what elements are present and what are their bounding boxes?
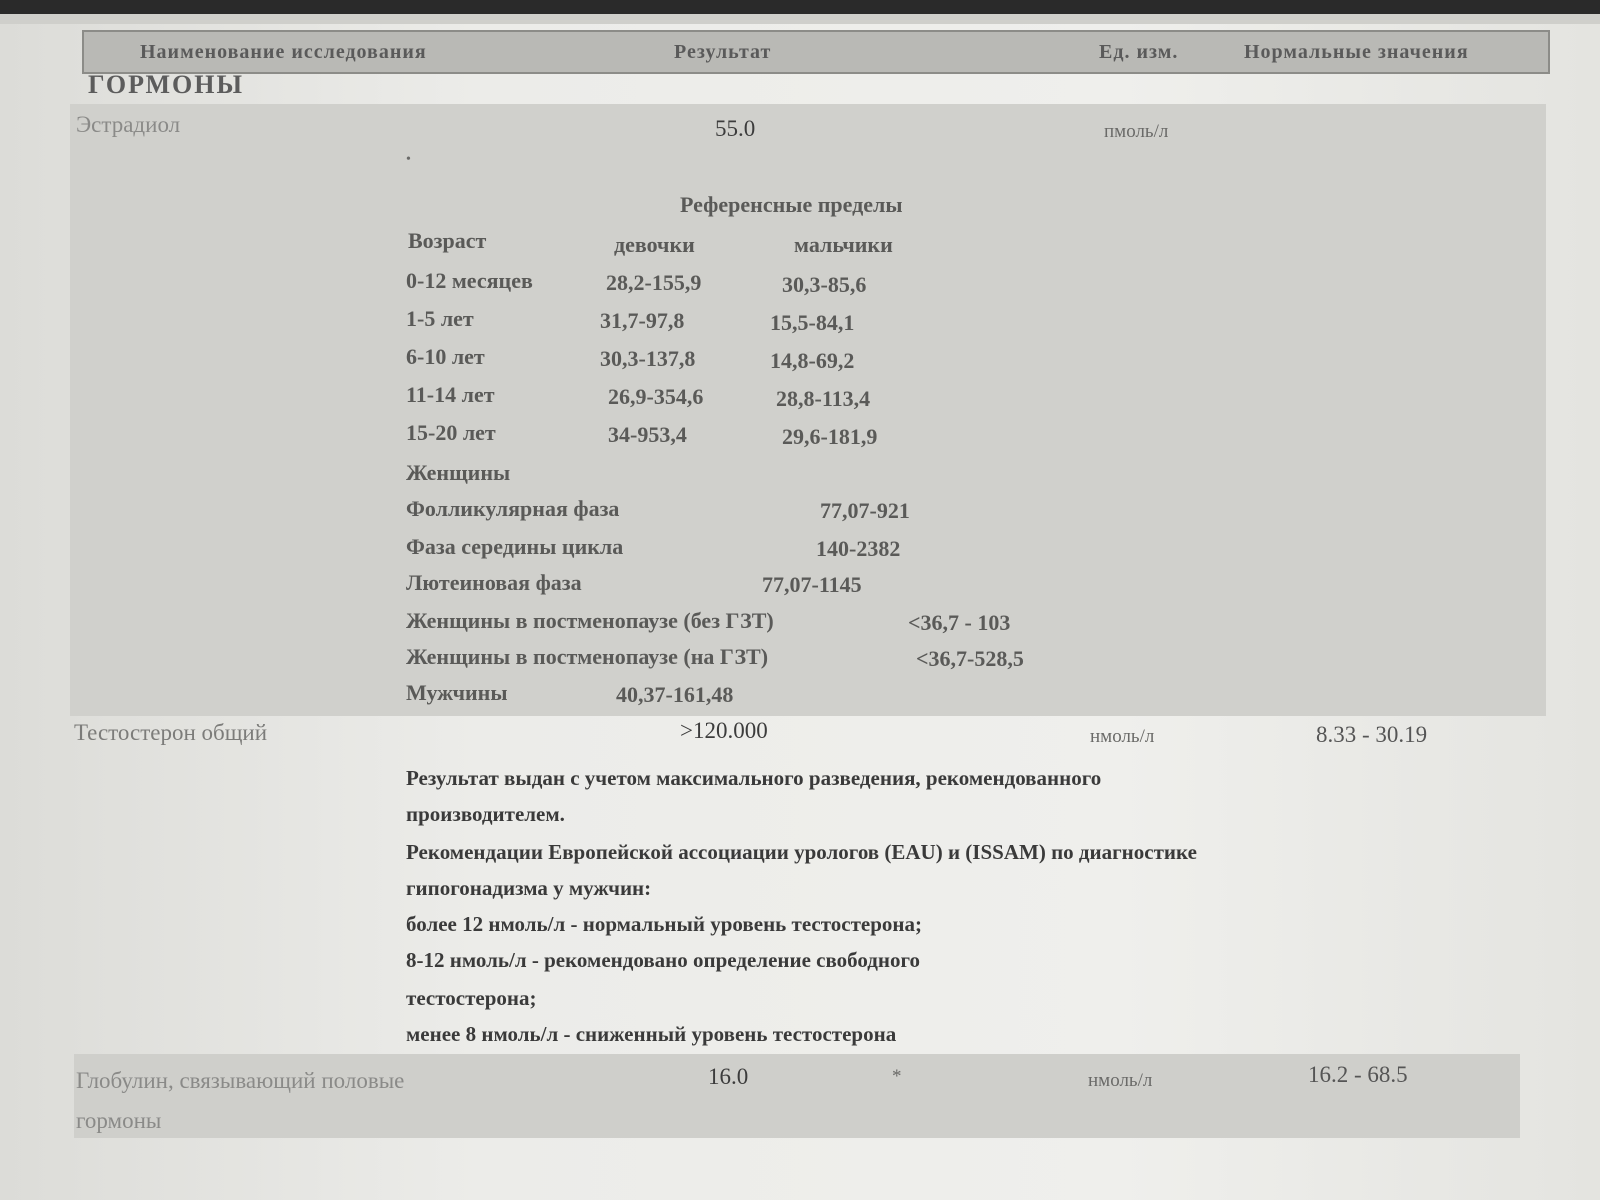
ref-col-age: Возраст <box>408 228 487 253</box>
shbg-row-band <box>74 1054 1520 1138</box>
estradiol-unit: пмоль/л <box>1104 121 1169 142</box>
phase-label: Женщины в постменопаузе (на ГЗТ) <box>406 644 769 669</box>
ref-row-boys: 14,8-69,2 <box>770 348 855 373</box>
phase-value: <36,7 - 103 <box>908 610 1011 635</box>
shbg-value: 16.0 <box>708 1064 749 1089</box>
shbg-flag: * <box>892 1066 902 1087</box>
ref-row-age: 6-10 лет <box>406 344 485 369</box>
shbg-name: Глобулин, связывающий половые <box>76 1068 405 1093</box>
phase-label: Женщины в постменопаузе (без ГЗТ) <box>406 608 774 633</box>
estradiol-name: Эстрадиол <box>76 112 181 137</box>
ref-row-age: 1-5 лет <box>406 306 474 331</box>
phase-value: 77,07-1145 <box>762 572 862 597</box>
ref-title: Референсные пределы <box>680 192 903 217</box>
ref-row-boys: 30,3-85,6 <box>782 272 867 297</box>
phase-value: 140-2382 <box>816 536 901 561</box>
header-norm: Нормальные значения <box>1244 41 1469 63</box>
testosterone-note: менее 8 нмоль/л - сниженный уровень тестостерона <box>406 1022 897 1046</box>
testosterone-unit: нмоль/л <box>1090 726 1155 747</box>
phase-label: Мужчины <box>406 680 508 705</box>
ref-women-label: Женщины <box>406 460 511 485</box>
ref-row-girls: 31,7-97,8 <box>600 308 685 333</box>
ref-row-girls: 28,2-155,9 <box>606 270 702 295</box>
testosterone-norm: 8.33 - 30.19 <box>1316 722 1428 747</box>
testosterone-name: Тестостерон общий <box>74 720 268 745</box>
shbg-name: гормоны <box>76 1108 162 1133</box>
phase-label: Фолликулярная фаза <box>406 496 620 521</box>
phase-value: <36,7-528,5 <box>916 646 1024 671</box>
ref-row-boys: 29,6-181,9 <box>782 424 878 449</box>
estradiol-value: 55.0 <box>715 116 756 141</box>
ref-row-age: 15-20 лет <box>406 420 496 445</box>
ref-row-age: 0-12 месяцев <box>406 268 533 293</box>
phase-value: 77,07-921 <box>820 498 910 523</box>
shbg-unit: нмоль/л <box>1088 1070 1153 1091</box>
ref-row-age: 11-14 лет <box>406 382 495 407</box>
testosterone-note: гипогонадизма у мужчин: <box>406 876 652 900</box>
testosterone-note: Рекомендации Европейской ассоциации урологов (EAU) и (ISSAM) по диагностике <box>406 840 1197 864</box>
header-name: Наименование исследования <box>140 41 427 63</box>
photo-top-shadow <box>0 14 1600 24</box>
header-unit: Ед. изм. <box>1099 41 1179 63</box>
phase-label: Фаза середины цикла <box>406 534 624 559</box>
ref-row-girls: 34-953,4 <box>608 422 687 447</box>
phase-value: 40,37-161,48 <box>616 682 734 707</box>
testosterone-value: >120.000 <box>680 718 768 743</box>
testosterone-note: Результат выдан с учетом максимального разведения, рекомендованного <box>406 766 1102 790</box>
section-title: ГОРМОНЫ <box>88 70 245 99</box>
shbg-norm: 16.2 - 68.5 <box>1308 1062 1408 1087</box>
testosterone-note: тестостерона; <box>406 986 537 1010</box>
ref-col-girls: девочки <box>614 232 695 257</box>
estradiol-dot: • <box>406 152 411 167</box>
table-header <box>82 30 1550 74</box>
phase-label: Лютеиновая фаза <box>406 570 582 595</box>
photo-top-edge <box>0 0 1600 14</box>
header-result: Результат <box>674 41 772 63</box>
ref-row-girls: 30,3-137,8 <box>600 346 696 371</box>
ref-col-boys: мальчики <box>794 232 893 257</box>
testosterone-note: более 12 нмоль/л - нормальный уровень тестостерона; <box>406 912 923 936</box>
ref-row-boys: 15,5-84,1 <box>770 310 855 335</box>
ref-row-boys: 28,8-113,4 <box>776 386 871 411</box>
testosterone-note: 8-12 нмоль/л - рекомендовано определение свободного <box>406 948 921 972</box>
ref-row-girls: 26,9-354,6 <box>608 384 704 409</box>
testosterone-note: производителем. <box>406 802 565 826</box>
